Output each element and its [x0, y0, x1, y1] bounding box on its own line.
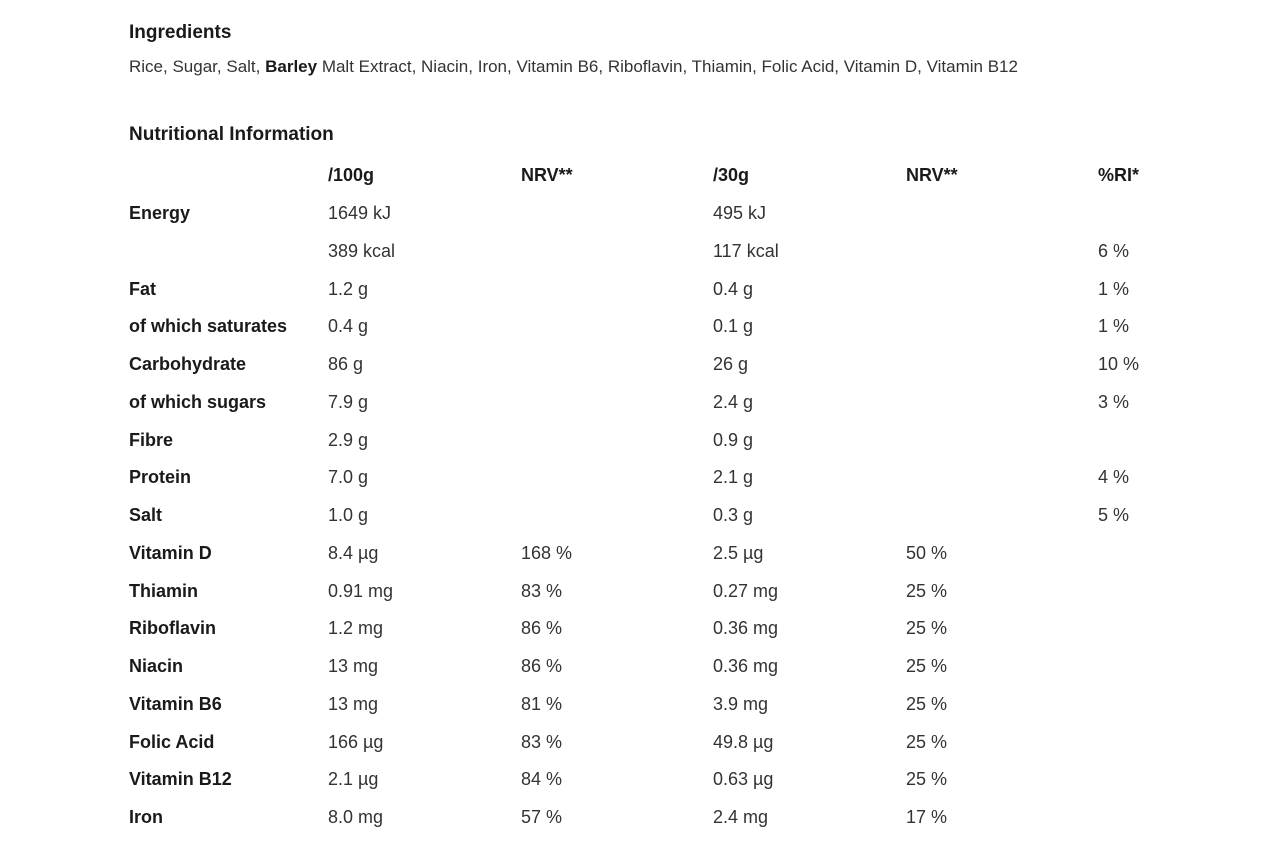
nutrient-value-ri: 10 %: [1098, 354, 1140, 374]
nutrient-value-per-100g: 166 µg: [328, 732, 384, 752]
nutrient-value-per-100g: 7.9 g: [328, 392, 369, 412]
nutrient-value-per-30g: 3.9 mg: [713, 694, 769, 714]
nutrient-value-per-100g: 8.4 µg: [328, 543, 379, 563]
column-header-per-30g: /30g: [713, 165, 750, 185]
nutrient-value-nrv-30g: 50 %: [906, 543, 948, 563]
nutrient-value-per-100g: 13 mg: [328, 656, 379, 676]
nutrient-value-per-100g: 13 mg: [328, 694, 379, 714]
nutrient-value-per-30g: 0.36 mg: [713, 656, 779, 676]
ingredients-heading: Ingredients: [129, 22, 232, 43]
nutrient-value-per-30g: 49.8 µg: [713, 732, 774, 752]
nutrient-value-ri: 4 %: [1098, 467, 1130, 487]
ingredient-item: Riboflavin: [607, 57, 683, 76]
nutrient-value-nrv-100g: 81 %: [521, 694, 563, 714]
nutrient-value-per-100g: 0.4 g: [328, 316, 369, 336]
ingredient-item: Folic Acid: [761, 57, 835, 76]
ingredient-item: Vitamin D: [843, 57, 918, 76]
nutrient-value-per-100g: 8.0 mg: [328, 807, 384, 827]
nutrient-value-per-30g: 0.63 µg: [713, 769, 774, 789]
nutrient-value-per-30g: 26 g: [713, 354, 749, 374]
nutrient-value-nrv-30g: 25 %: [906, 618, 948, 638]
nutrient-label: Iron: [129, 807, 163, 827]
ingredient-item-suffix: Malt Extract: [317, 57, 412, 76]
nutrient-label: Fibre: [129, 430, 174, 450]
nutrient-label: Carbohydrate: [129, 354, 247, 374]
nutrient-label: Vitamin B12: [129, 769, 232, 789]
nutrient-value-nrv-100g: 83 %: [521, 581, 563, 601]
nutrient-value-nrv-100g: 57 %: [521, 807, 563, 827]
nutrient-label: Folic Acid: [129, 732, 215, 752]
ingredient-item: Vitamin B6: [516, 57, 599, 76]
nutrient-value-nrv-30g: 25 %: [906, 656, 948, 676]
nutrient-value-per-30g: 117 kcal: [713, 241, 779, 261]
nutrient-value-per-100g: 2.1 µg: [328, 769, 379, 789]
nutrient-label: of which sugars: [129, 392, 267, 412]
nutrient-value-nrv-100g: 86 %: [521, 618, 563, 638]
nutrient-value-per-100g: 2.9 g: [328, 430, 369, 450]
nutrient-value-nrv-30g: 17 %: [906, 807, 948, 827]
nutrient-label: Vitamin D: [129, 543, 212, 563]
nutrient-value-nrv-30g: 25 %: [906, 769, 948, 789]
ingredients-list: Rice, Sugar, Salt, Barley Malt Extract, Niacin, Iron, Vitamin B6, Riboflavin, Thiamin, Folic Acid, Vitamin D, Vitamin B12: [129, 57, 1018, 76]
nutrient-value-nrv-30g: 25 %: [906, 581, 948, 601]
column-header-per-100g: /100g: [328, 165, 375, 185]
nutrient-value-nrv-100g: 86 %: [521, 656, 563, 676]
nutrient-value-per-100g: 1649 kJ: [328, 203, 392, 223]
nutrient-value-per-30g: 0.36 mg: [713, 618, 779, 638]
nutrient-value-per-30g: 0.4 g: [713, 279, 754, 299]
ingredient-item: Barley: [265, 57, 318, 76]
nutrient-value-per-30g: 0.9 g: [713, 430, 754, 450]
nutrient-value-per-100g: 1.2 mg: [328, 618, 384, 638]
ingredient-item: Vitamin B12: [926, 57, 1018, 76]
nutrient-value-per-30g: 2.4 g: [713, 392, 754, 412]
nutrient-value-per-30g: 0.3 g: [713, 505, 754, 525]
nutrient-value-ri: 3 %: [1098, 392, 1130, 412]
nutrient-label: Niacin: [129, 656, 184, 676]
ingredient-item: Salt: [226, 57, 256, 76]
nutrient-label: Vitamin B6: [129, 694, 222, 714]
nutrient-value-per-30g: 0.27 mg: [713, 581, 779, 601]
nutrient-label: Fat: [129, 279, 156, 299]
nutrient-value-nrv-100g: 168 %: [521, 543, 573, 563]
nutrient-label: Energy: [129, 203, 191, 223]
nutrient-value-ri: 1 %: [1098, 279, 1130, 299]
ingredient-item: Rice: [129, 57, 164, 76]
nutrient-value-per-30g: 2.4 mg: [713, 807, 769, 827]
column-header-ri: %RI*: [1098, 165, 1140, 185]
nutrient-value-nrv-100g: 83 %: [521, 732, 563, 752]
ingredient-item: Iron: [477, 57, 508, 76]
nutrient-label: Riboflavin: [129, 618, 217, 638]
ingredient-item: Sugar: [172, 57, 217, 76]
nutrient-value-per-30g: 2.1 g: [713, 467, 754, 487]
nutrient-value-nrv-30g: 25 %: [906, 694, 948, 714]
nutrient-label: of which saturates: [129, 316, 288, 336]
nutrient-value-per-30g: 2.5 µg: [713, 543, 764, 563]
nutrient-value-per-100g: 86 g: [328, 354, 364, 374]
nutrient-value-ri: 5 %: [1098, 505, 1130, 525]
nutrient-value-per-100g: 389 kcal: [328, 241, 396, 261]
nutrient-value-per-100g: 0.91 mg: [328, 581, 394, 601]
nutrient-value-per-100g: 1.2 g: [328, 279, 369, 299]
nutrient-label: Thiamin: [129, 581, 199, 601]
nutrient-value-per-30g: 0.1 g: [713, 316, 754, 336]
nutrient-label: Protein: [129, 467, 192, 487]
nutrient-value-per-100g: 1.0 g: [328, 505, 369, 525]
nutrient-value-nrv-30g: 25 %: [906, 732, 948, 752]
nutrient-value-nrv-100g: 84 %: [521, 769, 563, 789]
ingredient-item: Thiamin: [691, 57, 753, 76]
ingredient-item: Niacin: [421, 57, 469, 76]
nutrition-heading: Nutritional Information: [129, 124, 334, 145]
column-header-nrv-100g: NRV**: [521, 165, 573, 185]
nutrient-value-per-30g: 495 kJ: [713, 203, 767, 223]
column-header-nrv-30g: NRV**: [906, 165, 958, 185]
nutrient-value-per-100g: 7.0 g: [328, 467, 369, 487]
nutrient-label: Salt: [129, 505, 163, 525]
nutrient-value-ri: 1 %: [1098, 316, 1130, 336]
nutrient-value-ri: 6 %: [1098, 241, 1130, 261]
